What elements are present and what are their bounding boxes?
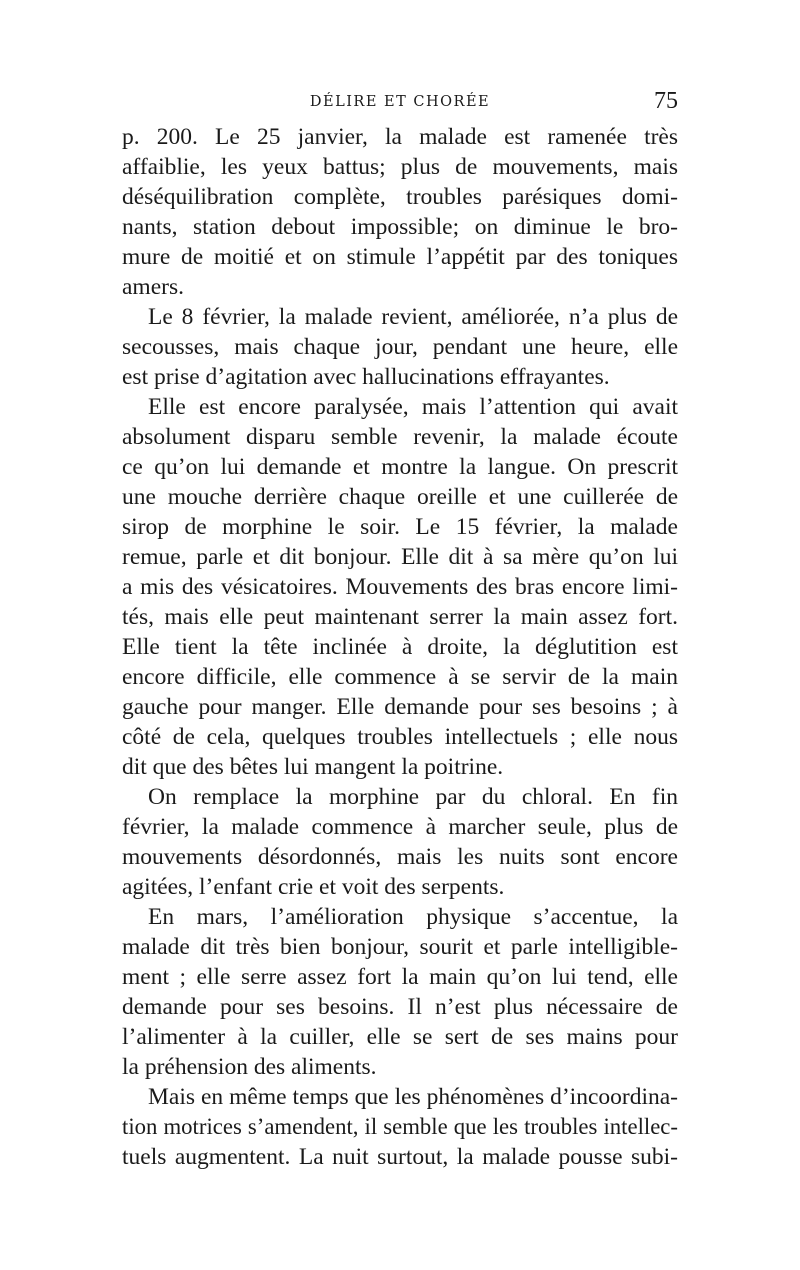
text-line: février, la malade commence à marcher seule, plus de: [122, 814, 678, 840]
text-line: nants, station debout impossible; on diminue le bro-: [122, 214, 678, 240]
text-line: amers.: [122, 274, 184, 300]
text-line: a mis des vésicatoires. Mouvements des bras encore limi-: [122, 574, 678, 600]
text-line: sirop de morphine le soir. Le 15 février, la malade: [122, 514, 678, 540]
text-line: affaiblie, les yeux battus; plus de mouvements, mais: [122, 154, 678, 180]
text-line: On remplace la morphine par du chloral. En fin: [148, 784, 678, 810]
text-line: mouvements désordonnés, mais les nuits sont encore: [122, 844, 678, 870]
text-line: est prise d’agitation avec hallucinations effrayantes.: [122, 364, 610, 390]
text-line: remue, parle et dit bonjour. Elle dit à sa mère qu’on lui: [122, 544, 678, 570]
text-line: l’alimenter à la cuiller, elle se sert de ses mains pour: [122, 1024, 678, 1050]
text-line: Mais en même temps que les phénomènes d’incoordina-: [148, 1084, 678, 1110]
text-line: Elle est encore paralysée, mais l’attention qui avait: [148, 394, 678, 420]
text-line: ment ; elle serre assez fort la main qu’on lui tend, elle: [122, 964, 678, 990]
text-line: ce qu’on lui demande et montre la langue. On prescrit: [122, 454, 678, 480]
text-line: absolument disparu semble revenir, la malade écoute: [122, 424, 678, 450]
text-line: déséquilibration complète, troubles parésiques domi-: [122, 184, 678, 210]
text-line: encore difficile, elle commence à se servir de la main: [122, 664, 678, 690]
text-line: tion motrices s’amendent, il semble que les troubles intellec-: [122, 1114, 678, 1139]
text-line: agitées, l’enfant crie et voit des serpents.: [122, 874, 505, 900]
text-line: gauche pour manger. Elle demande pour ses besoins ; à: [122, 694, 678, 720]
running-head: [122, 88, 678, 116]
page-number: 75: [654, 88, 678, 114]
text-line: Elle tient la tête inclinée à droite, la déglutition est: [122, 634, 678, 660]
text-line: la préhension des aliments.: [122, 1054, 377, 1080]
text-line: secousses, mais chaque jour, pendant une heure, elle: [122, 334, 678, 360]
text-line: Le 8 février, la malade revient, améliorée, n’a plus de: [148, 304, 678, 330]
running-title: DÉLIRE ET CHORÉE: [309, 94, 491, 110]
text-line: côté de cela, quelques troubles intellectuels ; elle nous: [122, 724, 678, 750]
text-line: dit que des bêtes lui mangent la poitrine.: [122, 754, 504, 780]
text-line: malade dit très bien bonjour, sourit et parle intelligible-: [122, 934, 678, 960]
text-line: tuels augmentent. La nuit surtout, la malade pousse subi-: [122, 1144, 678, 1170]
text-line: En mars, l’amélioration physique s’accentue, la: [148, 904, 678, 930]
body-text: [122, 122, 678, 1172]
text-line: mure de moitié et on stimule l’appétit par des toniques: [122, 244, 678, 270]
text-line: demande pour ses besoins. Il n’est plus nécessaire de: [122, 994, 678, 1020]
text-line: tés, mais elle peut maintenant serrer la main assez fort.: [122, 604, 678, 630]
text-line: une mouche derrière chaque oreille et une cuillerée de: [122, 484, 678, 510]
text-line: p. 200. Le 25 janvier, la malade est ramenée très: [122, 124, 678, 150]
